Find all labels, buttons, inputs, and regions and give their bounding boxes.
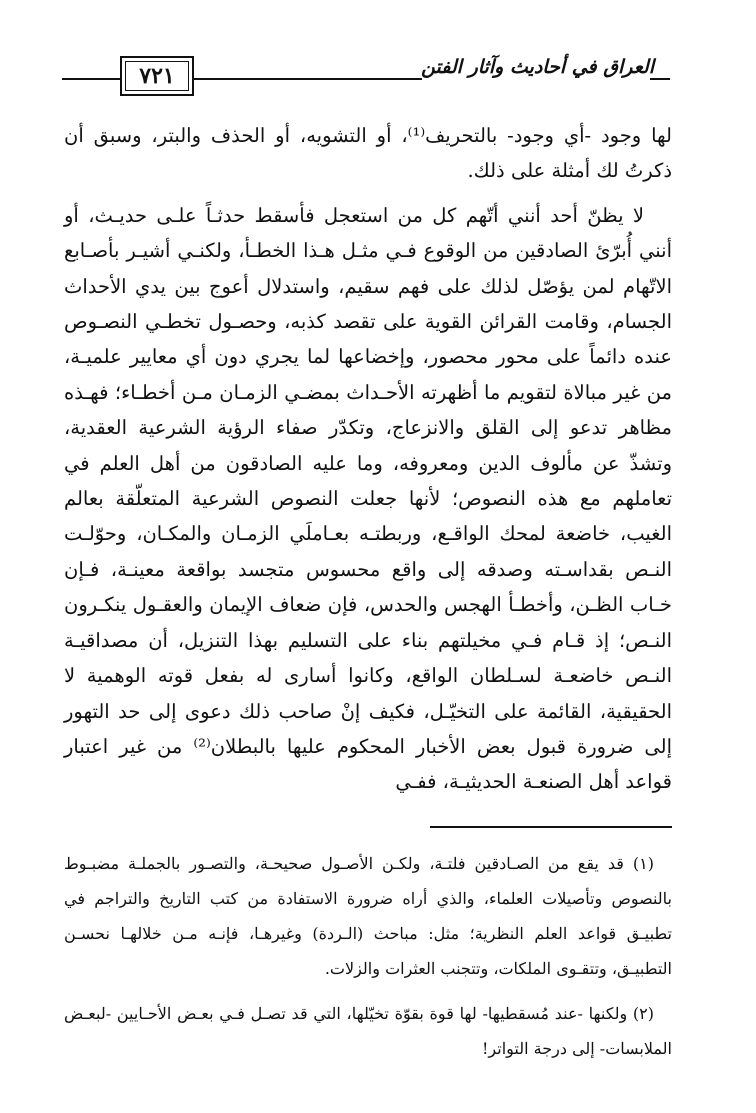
header-rule-left <box>62 78 120 80</box>
page-number: ٧٢١ <box>139 63 175 89</box>
footnote-2: (٢) ولكنها -عند مُسقطيها- لها قوة بقوّة تخيّلها، التي قد تصـل فـي بعـض الأحـايين -لبعـض الملابسات- إلى درجة التواتر! <box>64 1004 672 1058</box>
header-rule-right <box>650 78 670 80</box>
footnotes <box>64 846 672 1066</box>
main-text <box>64 118 672 800</box>
paragraph: لا يظنّ أحد أنني أتّهم كل من استعجل فأسقط حدثـاً علـى حديـث، أو أنني أُبرّئ الصادقين من الوقوع فـي مثـل هـذا الخطـأ، ولكنـي أشيـر بأصـابع الاتّهام لمن يؤصّل لذلك على فهم سقيم، واستدلال أعوج بين يدي الأحداث الجسام، وقامت القرائن القوية على تقصد كذبه، وحصـول تخطـي النصـوص عنده دائماً على محور محصور، وإخضاعها لما يجري دون أي معايير علميـة، من غير مبالاة لتقويم ما أظهرته الأحـداث بمضـي الزمـان مـن أخطـاء؛ فهـذه مظاهر تدعو إلى القلق والانزعاج، وتكدّر صفاء الرؤية الشرعية العقدية، وتشذّ عن مألوف الدين ومعروفه، وما عليه الصادقون من أهل العلم في تعاملهم مع هذه النصوص؛ لأنها جعلت النصوص الشرعية المتعلّقة بعالم الغيب، خاضعة لمحك الواقـع، وربطتـه بعـاملَي الزمـان والمكـان، وحوّلـت النـص بقداسـته وصدقه إلى واقع محسوس متجسد بواقعة معينـة، فـإن خـاب الظـن، وأخطـأ الهجس والحدس، فإن ضعاف الإيمان والعقـول ينكـرون النـص؛ إذ قـام فـي مخيلتهم بناء على التسليم بهذا التنزيل، أن مصداقيـة النـص خاضعـة لسـلطان الواقع، وكانوا أسارى له بفعل قوته الوهمية لا الحقيقية، القائمة على التخيّـل، فكيف إنْ صاحب ذلك دعوى إلى حد التهور إلى ضرورة قبول بعض الأخبار المحكوم عليها بالبطلان⁽²⁾ من غير اعتبار قواعد أهل الصنعـة الحديثيـة، ففـي <box>64 203 672 794</box>
header-rule-middle <box>194 78 422 80</box>
footnote-separator <box>430 826 672 828</box>
page-header <box>62 44 670 102</box>
running-title: العراق في أحاديث وآثار الفتن <box>421 56 654 78</box>
paragraph: لها وجود -أي وجود- بالتحريف⁽¹⁾، أو التشويه، أو الحذف والبتر، وسبق أن ذكرتُ لك أمثلة على ذلك. <box>64 124 672 183</box>
page-number-frame <box>120 56 194 96</box>
footnote-1: (١) قد يقع من الصـادقين فلتـة، ولكـن الأصـول صحيحـة، والتصـور بالجملـة مضبـوط بالنصوص وتأصيلات العلماء، والذي أراه ضرورة الاستفادة من كتب التاريخ والتراجم في تطبيـق قواعد العلم النظرية؛ مثل: مباحث (الـردة) وغيرهـا، فإنـه مـن خلالهـا نحسـن التطبيـق، وتتقـوى الملكات، وتتجنب العثرات والزلات. <box>64 854 672 978</box>
